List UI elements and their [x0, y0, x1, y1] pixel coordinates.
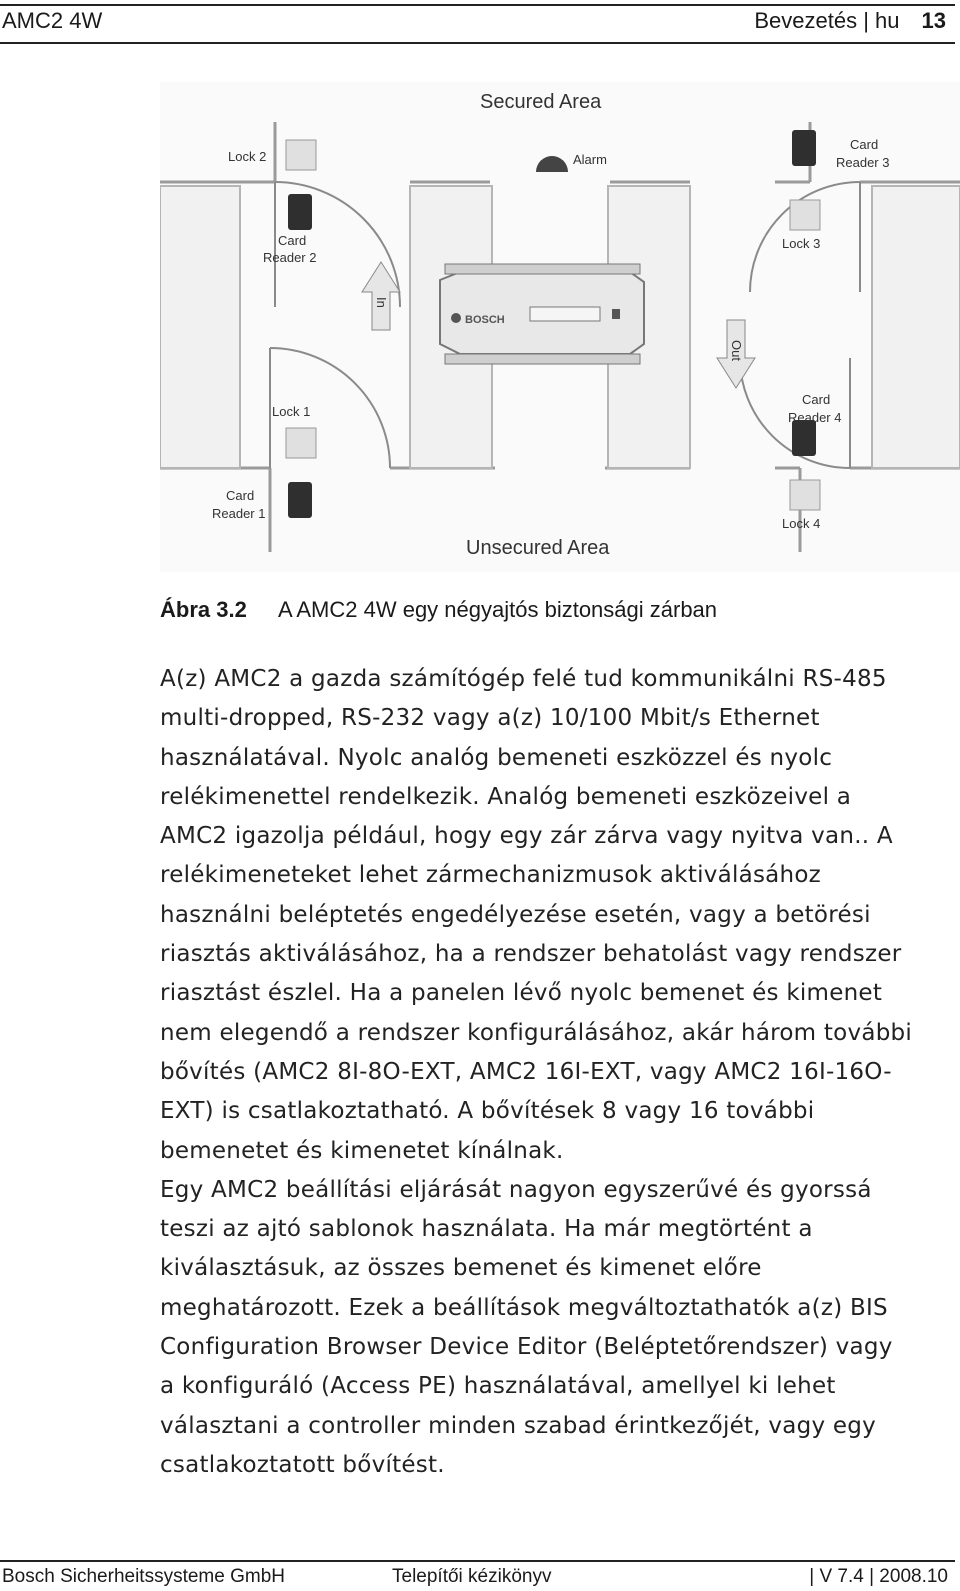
- body-line: relékimenettel rendelkezik. Analóg bemeneti eszközeivel a: [160, 783, 852, 810]
- card-reader-2-label-line1: Card: [278, 233, 307, 248]
- body-line: riasztást észlel. Ha a panelen lévő nyolc bemenet és kimenet: [160, 980, 883, 1007]
- body-line: választani a controller minden szabad érintkezőjét, vagy egy: [160, 1412, 876, 1439]
- out-label: Out: [729, 340, 744, 361]
- controller-brand: BOSCH: [465, 314, 505, 326]
- body-line: Configuration Browser Device Editor (Beléptetőrendszer) vagy: [160, 1334, 893, 1361]
- card-reader-1-icon: [288, 482, 312, 518]
- lock-4-label: Lock 4: [782, 516, 821, 531]
- card-reader-4-label-line1: Card: [802, 392, 831, 407]
- lock-3-icon: [790, 200, 820, 230]
- door-diagram-figure: [160, 82, 960, 572]
- body-line: A(z) AMC2 a gazda számítógép felé tud kommunikálni RS-485: [160, 666, 887, 692]
- footer-version: | V 7.4 | 2008.10: [809, 1566, 948, 1587]
- controller-terminals-bottom: [445, 354, 640, 364]
- card-reader-3-icon: [792, 130, 816, 166]
- header-top-rule: [0, 4, 955, 6]
- page-number: 13: [921, 8, 946, 33]
- alarm-label: Alarm: [573, 152, 607, 167]
- bosch-logo-icon: [451, 313, 461, 323]
- body-line: EXT) is csatlakoztatható. A bővítések 8 vagy 16 további: [160, 1098, 815, 1125]
- header-section: [754, 8, 946, 34]
- footer-manual: Telepítői kézikönyv: [392, 1566, 552, 1587]
- body-line: meghatározott. Ezek a beállítások megváltoztathatók a(z) BIS: [160, 1294, 888, 1321]
- body-line: multi-dropped, RS-232 vagy a(z) 10/100 Mbit/s Ethernet: [160, 705, 820, 732]
- lock-1-label: Lock 1: [272, 404, 311, 419]
- body-line: Egy AMC2 beállítási eljárását nagyon egyszerűvé és gyorssá: [160, 1176, 872, 1203]
- in-label: In: [374, 297, 389, 308]
- lock-1-icon: [286, 428, 316, 458]
- room-right: [872, 186, 960, 468]
- lock-2-icon: [286, 140, 316, 170]
- figure-number: Ábra 3.2: [160, 597, 247, 622]
- lock-3-label: Lock 3: [782, 236, 821, 251]
- body-line: relékimeneteket lehet zármechanizmusok aktiválásához: [160, 862, 821, 889]
- footer-company: Bosch Sicherheitssysteme GmbH: [2, 1566, 285, 1587]
- card-reader-4-label-line2: Reader 4: [788, 410, 842, 425]
- footer-rule: [0, 1560, 955, 1562]
- unsecured-area-label: Unsecured Area: [466, 537, 610, 559]
- card-reader-3-label-line2: Reader 3: [836, 155, 890, 170]
- body-line: használni beléptetés engedélyezése esetén, vagy a betörési: [160, 901, 871, 928]
- card-reader-1-label-line1: Card: [226, 488, 255, 503]
- body-line: AMC2 igazolja például, hogy egy zár zárva vagy nyitva van.. A: [160, 823, 893, 850]
- room-left: [160, 186, 240, 468]
- body-line: csatlakoztatott bővítést.: [160, 1451, 445, 1478]
- header-bottom-rule: [0, 42, 955, 44]
- body-line: a konfiguráló (Access PE) használatával, amellyel ki lehet: [160, 1373, 836, 1400]
- lock-4-icon: [790, 480, 820, 510]
- lock-2-label: Lock 2: [228, 149, 267, 164]
- body-line: bemenetet és kimenetet kínálnak.: [160, 1137, 564, 1164]
- secured-area-label: Secured Area: [480, 91, 602, 113]
- body-line: riasztás aktiválásához, ha a rendszer behatolást vagy rendszer: [160, 941, 902, 968]
- header-section-label: Bevezetés | hu: [754, 8, 900, 33]
- controller-display: [530, 307, 600, 321]
- header-doc-title: AMC2 4W: [2, 8, 103, 33]
- body-line: nem elegendő a rendszer konfigurálásához, akár három további: [160, 1019, 913, 1046]
- body-line: teszi az ajtó sablonok használata. Ha már megtörtént a: [160, 1216, 813, 1243]
- card-reader-3-label-line1: Card: [850, 137, 879, 152]
- card-reader-2-label-line2: Reader 2: [263, 250, 317, 265]
- body-line: bővítés (AMC2 8I-8O-EXT, AMC2 16I-EXT, vagy AMC2 16I-16O-: [160, 1058, 892, 1085]
- card-reader-1-label-line2: Reader 1: [212, 506, 266, 521]
- controller-led: [612, 309, 620, 319]
- card-reader-2-icon: [288, 194, 312, 230]
- body-line: használatával. Nyolc analóg bemeneti eszközzel és nyolc: [160, 744, 833, 771]
- body-line: kiválasztásuk, az összes bemenet és kimenet előre: [160, 1255, 762, 1282]
- body-text: [160, 660, 950, 1485]
- door-diagram: [160, 82, 960, 572]
- amc2-controller: [440, 264, 644, 364]
- controller-terminals-top: [445, 264, 640, 274]
- figure-caption: [160, 596, 717, 624]
- figure-caption-text: A AMC2 4W egy négyajtós biztonsági zárban: [278, 597, 718, 622]
- card-reader-4-icon: [792, 420, 816, 456]
